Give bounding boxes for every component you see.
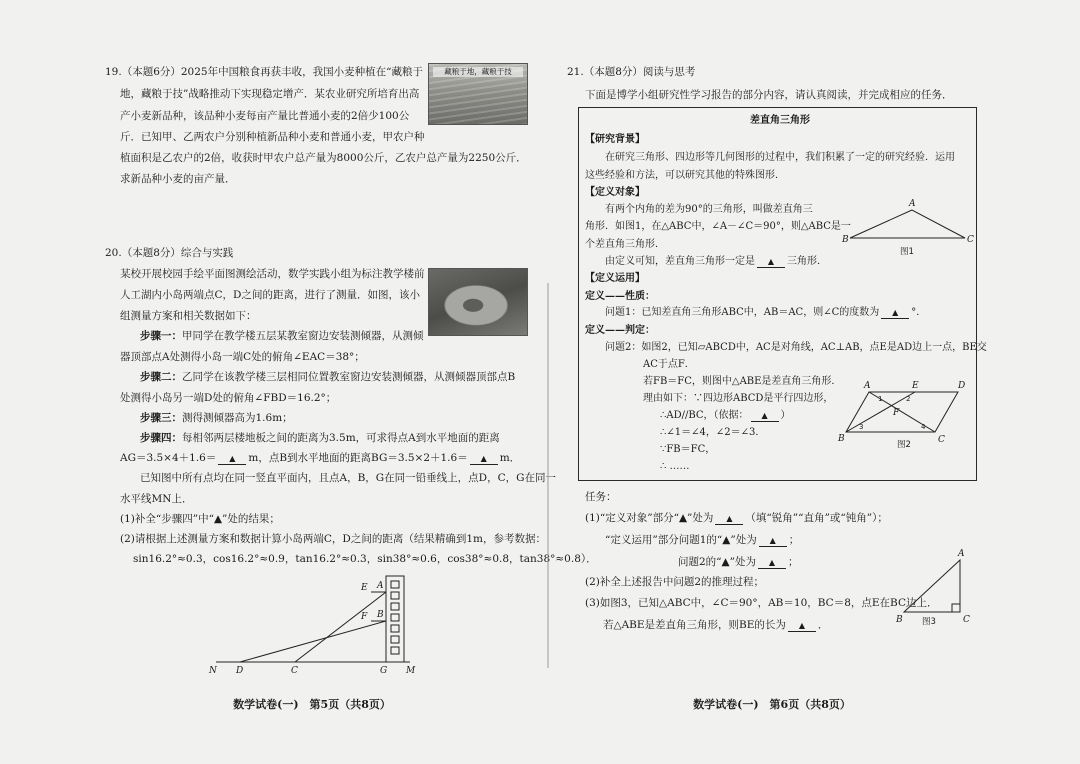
- point-label-a: A: [377, 581, 384, 591]
- proof-line-2: ∵FB＝FC，: [660, 444, 716, 455]
- definition-line-3: 个差直角三角形．: [585, 239, 665, 250]
- conclusion-text: 由定义可知，差直角三角形一定是: [605, 256, 755, 267]
- building-window: [391, 636, 399, 643]
- problem-text: 问题1：已知差直角三角形ABC中，AB＝AC，则∠C的度数为: [605, 307, 880, 318]
- problem-2-line-3: 若FB＝FC，则图中△ABE是差直角三角形．: [643, 376, 842, 387]
- q21-intro: 下面是博学小组研究性学习报告的部分内容，请认真阅读，并完成相应的任务．: [585, 89, 953, 101]
- point-label-a: A: [958, 549, 965, 559]
- tasks-header: 任务：: [585, 491, 617, 503]
- answer-blank: ▲: [757, 256, 785, 268]
- point-label-b: B: [842, 235, 849, 245]
- q20-step4-formula: [120, 451, 520, 465]
- sight-line-ac: [295, 592, 386, 662]
- q20-task-2: (2)请根据上述测量方案和数据计算小岛两端C，D之间的距离（结果精确到1m，参考数据：: [120, 533, 546, 545]
- sight-line-bd: [240, 621, 386, 662]
- building-window: [391, 592, 399, 599]
- figure-caption: 图3: [922, 617, 936, 627]
- figure-caption: 图1: [900, 247, 914, 257]
- q20-step2-continued: 处测得小岛另一端D处的俯角∠FBD＝16.2°；: [120, 392, 337, 404]
- formula-text: m．: [499, 452, 521, 464]
- step-text: 乙同学在该教学楼三层相同位置教室窗边安装测倾器，从测倾器顶部点B: [182, 371, 516, 383]
- q19-line-2: 地，藏粮于技”战略推动下实现稳定增产．某农业研究所培育出高: [120, 88, 420, 100]
- problem-2-line-1: 问题2：如图2，已知▱ABCD中，AC是对角线，AC⊥AB，点E是AD边上一点，BE交: [605, 342, 987, 353]
- task-3-line-1: (3)如图3，已知△ABC中，∠C＝90°，AB＝10，BC＝8，点E在BC边上．: [585, 597, 938, 609]
- problem-1: [605, 306, 926, 320]
- q20-intro-line-1: 某校开展校园手绘平面图测绘活动，数学实践小组为标注教学楼前: [120, 268, 425, 280]
- q20-heading: 20.（本题8分）综合与实践: [105, 247, 234, 259]
- task-text: ．: [817, 619, 829, 631]
- task-1a: [585, 511, 888, 525]
- photo-wheat-field: [428, 63, 528, 125]
- angle-label-2: 2: [906, 395, 911, 403]
- point-label-f: F: [361, 612, 368, 622]
- point-label-c: C: [938, 435, 945, 445]
- step-label: 步骤四：: [140, 432, 182, 444]
- answer-blank: ▲: [881, 307, 909, 319]
- q20-given-line-2: 水平线MN上．: [120, 493, 193, 505]
- building-window: [391, 603, 399, 610]
- q21-heading: 21.（本题8分）阅读与思考: [567, 66, 696, 78]
- answer-blank: ▲: [788, 620, 816, 632]
- point-label-e: E: [912, 381, 919, 391]
- step-label: 步骤三：: [140, 412, 182, 424]
- proof-line-3: ∴ ……: [660, 461, 690, 472]
- point-label-g: G: [380, 666, 388, 676]
- answer-blank: ▲: [751, 410, 779, 422]
- report-title: 差直角三角形: [750, 115, 810, 126]
- building: [386, 576, 404, 662]
- problem-2-line-2: AC于点F．: [643, 359, 695, 370]
- photo-banner-text: 藏粮于地，藏粮于技: [433, 67, 523, 77]
- task-3-line-2: [603, 618, 828, 632]
- answer-blank: ▲: [758, 557, 786, 569]
- task-text: ；: [788, 556, 799, 568]
- section-header-background: 【研究背景】: [585, 134, 645, 145]
- task-text: “定义运用”部分问题1的“▲”处为: [605, 534, 757, 546]
- photo-lake-island: [428, 268, 528, 336]
- point-label-d: D: [958, 381, 966, 391]
- proof-text: ）: [780, 410, 791, 421]
- answer-blank: ▲: [715, 513, 743, 525]
- point-label-m: M: [406, 666, 416, 676]
- q19-line-4: 斤．已知甲、乙两农户分别种植新品种小麦和普通小麦，甲农户种: [120, 131, 425, 143]
- property-header: 定义——性质：: [585, 291, 655, 302]
- task-1b: [605, 533, 799, 547]
- figure-caption: 图2: [897, 440, 911, 450]
- formula-text: m，点B到水平地面的距离BG＝3.5×2＋1.6＝: [248, 452, 468, 464]
- task-2: (2)补全上述报告中问题2的推理过程；: [585, 576, 765, 588]
- q20-step4: [140, 431, 500, 445]
- step-text: 测得测倾器高为1.6m；: [182, 412, 293, 424]
- point-label-c: C: [967, 235, 974, 245]
- angle-label-3: 3: [859, 423, 864, 431]
- point-label-f: F: [893, 408, 900, 418]
- point-label-a: A: [909, 199, 916, 209]
- point-label-a: A: [864, 381, 871, 391]
- point-label-c: C: [291, 666, 298, 676]
- answer-blank: ▲: [218, 453, 246, 465]
- section-header-definition: 【定义对象】: [585, 187, 645, 198]
- judgement-header: 定义——判定：: [585, 325, 655, 336]
- q20-step3: [140, 411, 293, 425]
- angle-label-1: 1: [878, 395, 883, 403]
- point-label-b: B: [377, 610, 384, 620]
- step-text: 甲同学在教学楼五层某教室窗边安装测倾器，从测倾: [182, 330, 424, 342]
- definition-conclusion: [605, 255, 827, 269]
- point-label-b: B: [838, 434, 845, 444]
- q20-task-1: (1)补全“步骤四”中“▲”处的结果；: [120, 513, 280, 525]
- task-text: 若△ABE是差直角三角形，则BE的长为: [603, 619, 786, 631]
- section-header-application: 【定义运用】: [585, 273, 645, 284]
- q20-intro-line-3: 组测量方案和相关数据如下：: [120, 310, 257, 322]
- task-text: 问题2的“▲”处为: [678, 556, 756, 568]
- left-page-footer: 数学试卷(一) 第5页（共8页）: [233, 698, 391, 711]
- step-label: 步骤一：: [140, 330, 182, 342]
- right-angle-marker: [952, 604, 960, 612]
- proof-line-1: ∴∠1＝∠4，∠2＝∠3．: [660, 427, 766, 438]
- q20-step2: [140, 370, 515, 384]
- conclusion-text: 三角形．: [787, 256, 827, 267]
- building-window: [391, 614, 399, 621]
- answer-blank: ▲: [759, 535, 787, 547]
- q20-step1-continued: 器顶部点A处测得小岛一端C处的俯角∠EAC＝38°；: [120, 351, 365, 363]
- q19-line-5: 植面积是乙农户的2倍，收获时甲农户总产量为8000公斤，乙农户总产量为2250公斤．: [120, 152, 527, 164]
- right-page-footer: 数学试卷(一) 第6页（共8页）: [693, 698, 851, 711]
- task-text: (1)“定义对象”部分“▲”处为: [585, 512, 714, 524]
- step-label: 步骤二：: [140, 371, 182, 383]
- angle-label-4: 4: [921, 423, 926, 431]
- q19-line-6: 求新品种小麦的亩产量．: [120, 173, 236, 185]
- point-label-n: N: [209, 666, 217, 676]
- formula-text: AG＝3.5×4＋1.6＝: [120, 452, 217, 464]
- background-line-2: 这些经验和方法，可以研究其他的特殊图形．: [585, 170, 785, 181]
- background-line-1: 在研究三角形、四边形等几何图形的过程中，我们积累了一定的研究经验．运用: [605, 152, 955, 163]
- answer-blank: ▲: [470, 453, 498, 465]
- point-label-d: D: [236, 666, 244, 676]
- q20-reference-data: sin16.2°≈0.3，cos16.2°≈0.9，tan16.2°≈0.3，sin38°≈0.6，cos38°≈0.8，tan38°≈0.8）．: [133, 553, 597, 565]
- building-window: [391, 625, 399, 632]
- definition-line-2: 角形．如图1，在△ABC中，∠A－∠C＝90°，则△ABC是一: [585, 221, 851, 232]
- q20-intro-line-2: 人工湖内小岛两端点C，D之间的距离，进行了测量．如图，该小: [120, 289, 420, 301]
- proof-text: ∴AD//BC，（依据：: [660, 410, 749, 421]
- point-label-e: E: [361, 583, 368, 593]
- building-window: [391, 581, 399, 588]
- problem-2-line-4: 理由如下：∵四边形ABCD是平行四边形，: [643, 393, 834, 404]
- task-text: （填“锐角”“直角”或“钝角”）；: [745, 512, 888, 524]
- q19-line-3: 产小麦新品种，该品种小麦每亩产量比普通小麦的2倍少100公: [120, 110, 410, 122]
- building-window: [391, 647, 399, 654]
- q19-line-1: 19.（本题6分）2025年中国粮食再获丰收，我国小麦种植在“藏粮于: [105, 66, 423, 78]
- problem-text: °．: [911, 307, 927, 318]
- figure-building-measurement: [208, 576, 416, 676]
- q20-step1: [140, 329, 424, 343]
- step-text: 每相邻两层楼地板之间的距离为3.5m，可求得点A到水平地面的距离: [182, 432, 500, 444]
- point-label-b: B: [896, 615, 903, 625]
- task-1c: [678, 555, 799, 569]
- task-text: ；: [788, 534, 800, 546]
- figure-3-right-triangle: [895, 549, 970, 627]
- definition-line-1: 有两个内角的差为90°的三角形，叫做差直角三: [605, 204, 813, 215]
- q20-given-line-1: 已知图中所有点均在同一竖直平面内，且点A，B，G在同一铅垂线上，点D，C，G在同一: [140, 472, 557, 484]
- proof-basis: [660, 409, 791, 423]
- point-label-c: C: [963, 615, 970, 625]
